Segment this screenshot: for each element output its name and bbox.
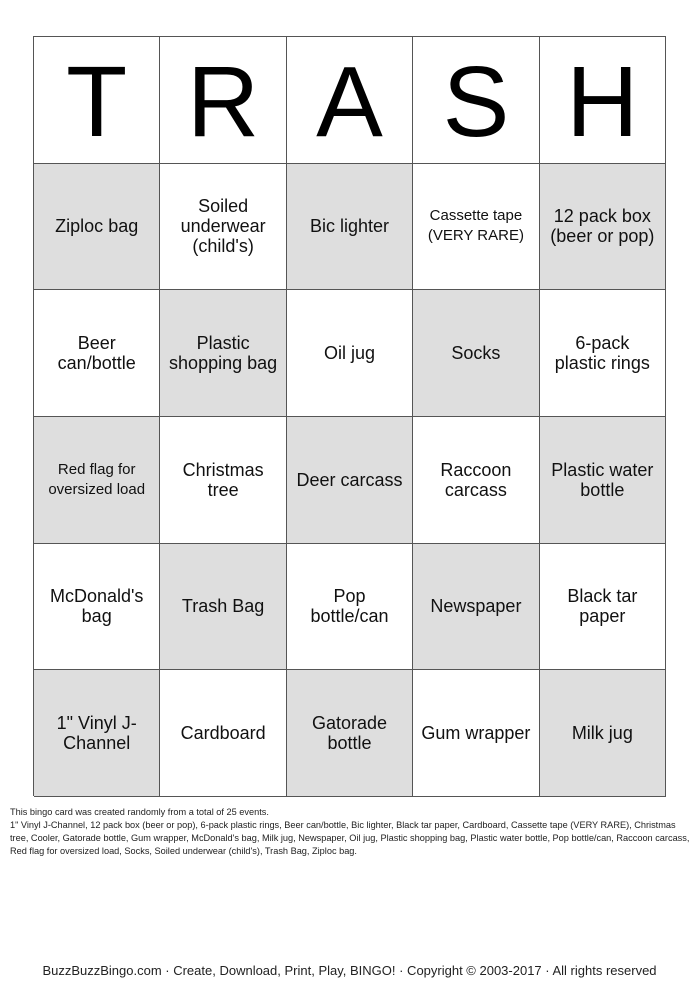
header-letter-h: H — [540, 37, 666, 164]
bingo-square[interactable]: Cardboard — [160, 670, 286, 797]
bingo-square[interactable]: Black tar paper — [540, 544, 666, 671]
bingo-grid — [34, 164, 666, 797]
bingo-square[interactable]: McDonald's bag — [34, 544, 160, 671]
bingo-row — [34, 417, 666, 544]
bingo-square[interactable]: Newspaper — [413, 544, 539, 671]
bingo-square[interactable]: Plastic water bottle — [540, 417, 666, 544]
bingo-header-row — [34, 37, 666, 164]
bingo-square[interactable]: 12 pack box (beer or pop) — [540, 164, 666, 291]
bingo-square[interactable]: Deer carcass — [287, 417, 413, 544]
card-footnote — [10, 806, 690, 858]
bingo-square[interactable]: Oil jug — [287, 290, 413, 417]
bingo-square[interactable]: 6-pack plastic rings — [540, 290, 666, 417]
bingo-card — [33, 36, 666, 796]
bingo-square[interactable]: Milk jug — [540, 670, 666, 797]
bingo-row — [34, 164, 666, 291]
footnote-summary: This bingo card was created randomly from a total of 25 events. — [10, 807, 269, 817]
bingo-square[interactable]: Ziploc bag — [34, 164, 160, 291]
footnote-event-list: 1" Vinyl J-Channel, 12 pack box (beer or pop), 6-pack plastic rings, Beer can/bottle, Bic lighter, Black tar paper, Cardboard, Cassette tape (VERY RARE), Christmas tree, Cooler, Gatorade bottle, Gum wrapper, McDonald's bag, Milk jug, Newspaper, Oil jug, Plastic shopping bag, Plastic water bottle, Pop bottle/can, Raccoon carcass, Red flag for oversized load, Socks, Soiled underwear (child's), Trash Bag, Ziploc bag. — [10, 820, 690, 856]
page-footer: BuzzBuzzBingo.com · Create, Download, Print, Play, BINGO! · Copyright © 2003-2017 · All rights reserved — [42, 963, 657, 978]
bingo-square[interactable]: Bic lighter — [287, 164, 413, 291]
bingo-square[interactable]: Trash Bag — [160, 544, 286, 671]
bingo-square[interactable]: Cassette tape (VERY RARE) — [413, 164, 539, 291]
bingo-square[interactable]: Gatorade bottle — [287, 670, 413, 797]
header-letter-t: T — [34, 37, 160, 164]
bingo-square[interactable]: Red flag for oversized load — [34, 417, 160, 544]
bingo-square[interactable]: Beer can/bottle — [34, 290, 160, 417]
bingo-square[interactable]: Plastic shopping bag — [160, 290, 286, 417]
bingo-row — [34, 544, 666, 671]
header-letter-a: A — [287, 37, 413, 164]
header-letter-s: S — [413, 37, 539, 164]
bingo-square[interactable]: Pop bottle/can — [287, 544, 413, 671]
bingo-square[interactable]: Christmas tree — [160, 417, 286, 544]
bingo-row — [34, 670, 666, 797]
bingo-square[interactable]: Socks — [413, 290, 539, 417]
bingo-square[interactable]: 1" Vinyl J-Channel — [34, 670, 160, 797]
bingo-square[interactable]: Raccoon carcass — [413, 417, 539, 544]
header-letter-r: R — [160, 37, 286, 164]
bingo-row — [34, 290, 666, 417]
bingo-square[interactable]: Gum wrapper — [413, 670, 539, 797]
bingo-square[interactable]: Soiled underwear (child's) — [160, 164, 286, 291]
